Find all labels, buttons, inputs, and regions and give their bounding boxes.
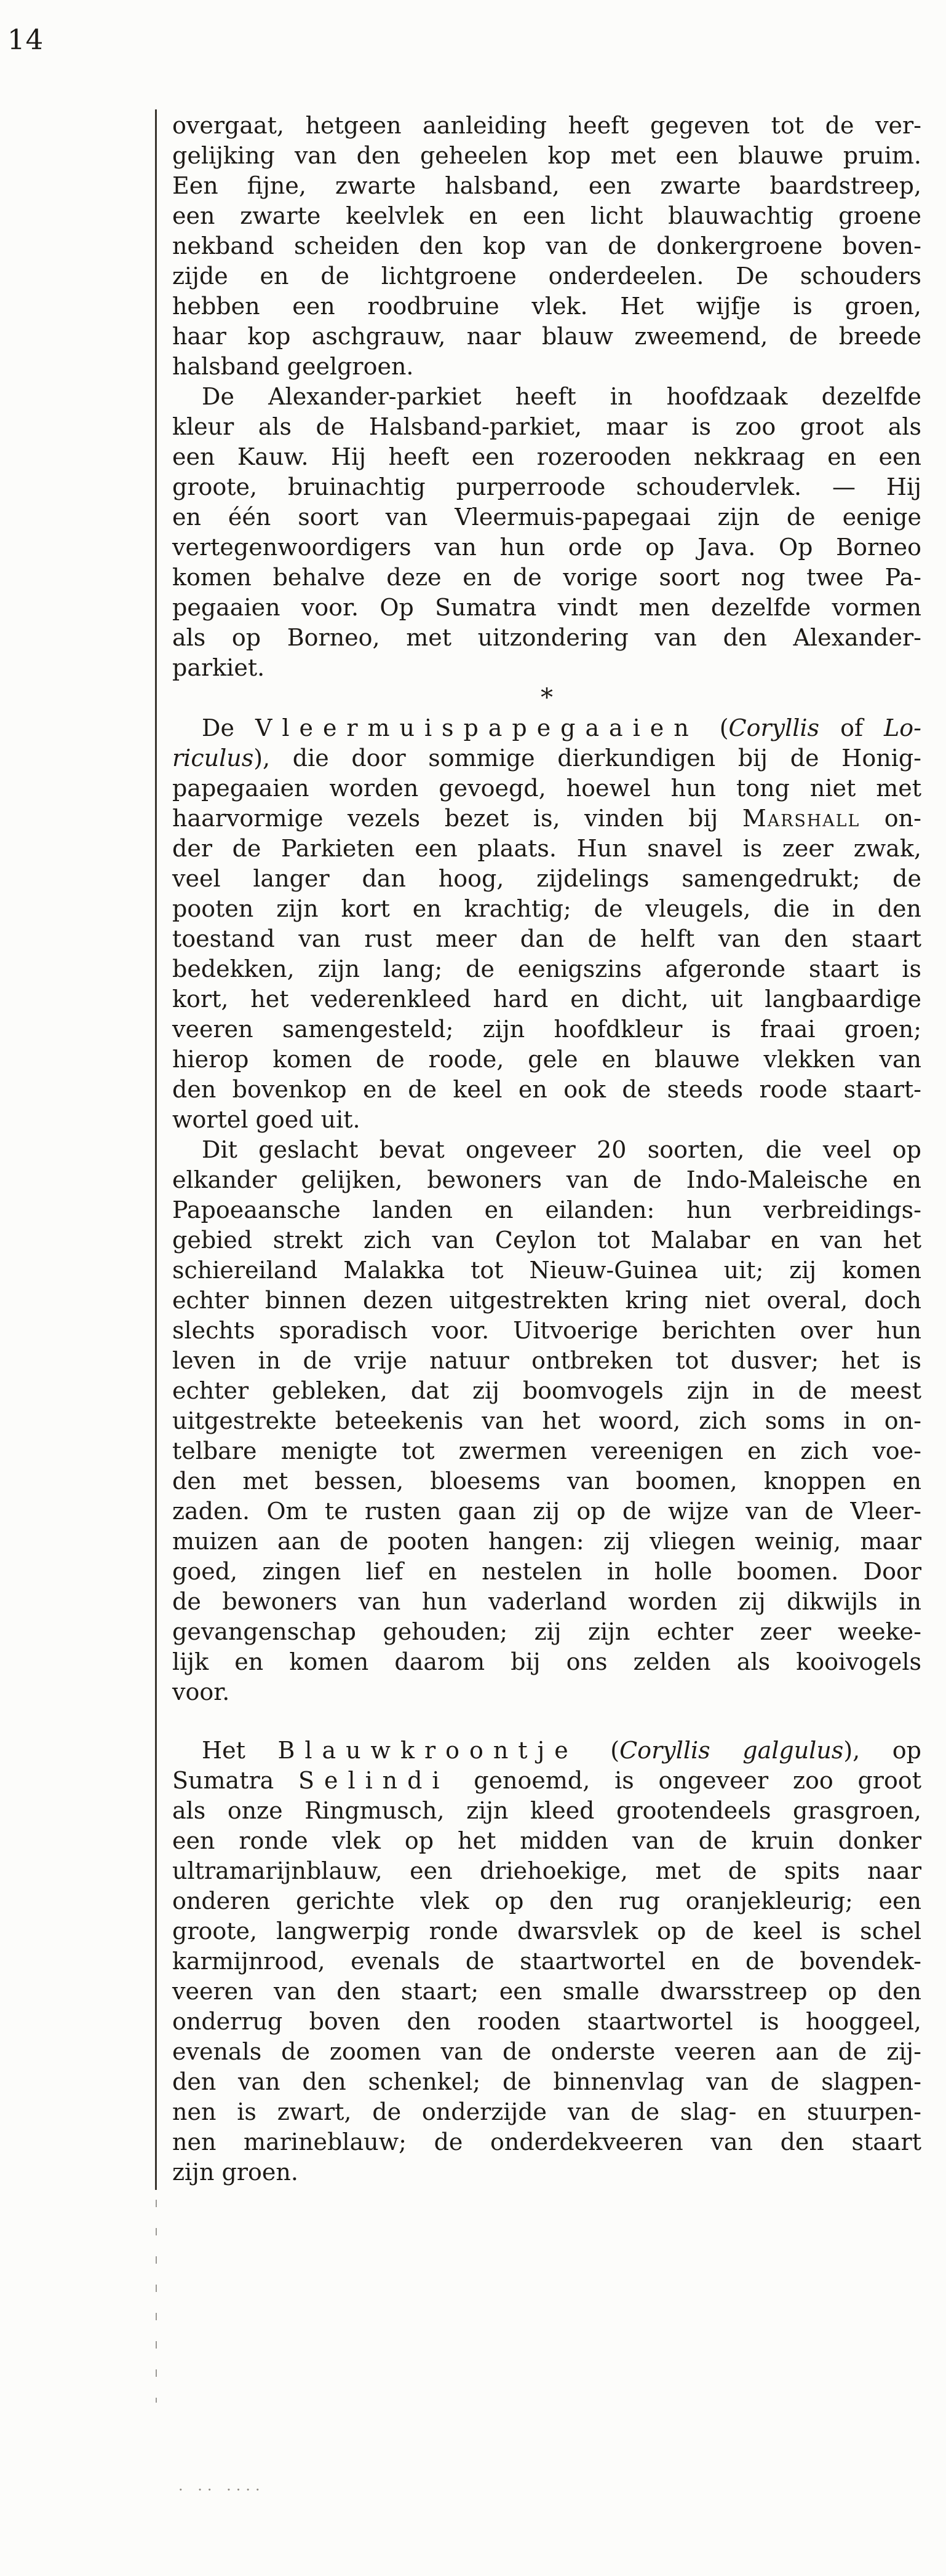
- text-line: nen is zwart, de onderzijde van de slag- en stuurpen-: [172, 2098, 921, 2125]
- section-separator: *: [541, 684, 553, 712]
- paragraph-spacer: [172, 1707, 921, 1736]
- text-line: als onze Ringmusch, zijn kleed grootendeels grasgroen,: [172, 1797, 921, 1824]
- text-segment: De: [202, 714, 255, 741]
- text-line: overgaat, hetgeen aanleiding heeft gegeven tot de ver-: [172, 112, 921, 139]
- text-line: schiereiland Malakka tot Nieuw-Guinea uit; zij komen: [172, 1257, 921, 1284]
- text-line: gevangenschap gehouden; zij zijn echter zeer weeke-: [172, 1618, 921, 1645]
- text-line: echter binnen dezen uitgestrekten kring niet overal, doch: [172, 1287, 921, 1314]
- text-line: zijn groen.: [172, 2159, 298, 2186]
- text-segment: Het: [202, 1737, 278, 1764]
- text-line: voor.: [172, 1678, 230, 1705]
- text-line: [172, 1766, 921, 1796]
- text-line: den met bessen, bloesems van boomen, knoppen en: [172, 1468, 921, 1495]
- text-line: der de Parkieten een plaats. Hun snavel is zeer zwak,: [172, 835, 921, 862]
- text-line: kort, het vederenkleed hard en dicht, uit langbaardige: [172, 986, 921, 1013]
- text-segment: (: [698, 714, 729, 741]
- latin-name-italic: Coryllis galgulus: [619, 1737, 844, 1764]
- text-line: [172, 804, 921, 834]
- text-line: groote, langwerpig ronde dwarsvlek op de keel is schel: [172, 1918, 921, 1945]
- scan-artifact-dots: · ·· ····: [178, 2481, 265, 2499]
- text-line: pooten zijn kort en krachtig; de vleugels, die in den: [172, 895, 921, 922]
- text-line: gebied strekt zich van Ceylon tot Malabar en van het: [172, 1227, 921, 1254]
- text-line: groote, bruinachtig purperroode schoudervlek. — Hij: [172, 473, 921, 500]
- text-line: den van den schenkel; de binnenvlag van de slagpen-: [172, 2068, 921, 2095]
- paragraph: [172, 111, 921, 382]
- text-line: [172, 1736, 921, 1766]
- text-line: evenals de zoomen van de onderste veeren aan de zij-: [172, 2038, 921, 2065]
- text-line: Een fijne, zwarte halsband, een zwarte baardstreep,: [172, 172, 921, 199]
- text-line: onderen gerichte vlek op den rug oranjekleurig; een: [172, 1887, 921, 1914]
- text-line: echter gebleken, dat zij boomvogels zijn in de meest: [172, 1377, 921, 1404]
- paragraph: [172, 382, 921, 683]
- text-line: en één soort van Vleermuis-papegaai zijn de eenige: [172, 504, 921, 531]
- text-line: halsband geelgroen.: [172, 353, 414, 380]
- text-line: zijde en de lichtgroene onderdeelen. De schouders: [172, 263, 921, 290]
- text-line: een ronde vlek op het midden van de kruin donker: [172, 1827, 921, 1854]
- text-line: veel langer dan hoog, zijdelings samengedrukt; de: [172, 865, 921, 892]
- text-line: Papoeaansche landen en eilanden: hun verbreidings-: [172, 1196, 921, 1223]
- author-name-smallcaps: Marshall: [742, 805, 861, 832]
- text-line: wortel goed uit.: [172, 1106, 360, 1133]
- text-line: gelijking van den geheelen kop met een blauwe pruim.: [172, 142, 921, 169]
- text-segment: ), die door sommige dierkundigen bij de Honig-: [253, 745, 921, 772]
- text-line: haar kop aschgrauw, naar blauw zweemend, de breede: [172, 323, 921, 350]
- text-line: [172, 743, 921, 773]
- text-line: karmijnrood, evenals de staartwortel en de bovendek-: [172, 1948, 921, 1975]
- spaced-emphasis: Vleermuispapegaaien: [255, 714, 699, 741]
- text-line: ultramarijnblauw, een driehoekige, met de spits naar: [172, 1857, 921, 1884]
- text-line: telbare menigte tot zwermen vereenigen en zich voe-: [172, 1437, 921, 1464]
- latin-name-italic: Lo-: [884, 714, 921, 741]
- text-segment: of: [819, 714, 884, 741]
- text-line: zaden. Om te rusten gaan zij op de wijze van de Vleer-: [172, 1498, 921, 1525]
- text-line: hebben een roodbruine vlek. Het wijfje is groen,: [172, 293, 921, 320]
- text-column: [172, 111, 921, 2187]
- text-line: De Alexander-parkiet heeft in hoofdzaak dezelfde: [202, 383, 921, 410]
- text-line: [172, 713, 921, 743]
- text-line: goed, zingen lief en nestelen in holle boomen. Door: [172, 1558, 921, 1585]
- column-rule: [155, 109, 157, 2190]
- text-segment: (: [578, 1737, 620, 1764]
- paragraph: [172, 713, 921, 1135]
- spaced-emphasis: Blauwkroontje: [277, 1737, 578, 1764]
- text-line: vertegenwoordigers van hun orde op Java. Op Borneo: [172, 534, 921, 561]
- text-line: slechts sporadisch voor. Uitvoerige berichten over hun: [172, 1317, 921, 1344]
- text-segment: haarvormige vezels bezet is, vinden bij: [172, 805, 742, 832]
- text-line: onderrug boven den rooden staartwortel is hooggeel,: [172, 2008, 921, 2035]
- text-line: veeren van den staart; een smalle dwarsstreep op den: [172, 1978, 921, 2005]
- text-line: uitgestrekte beteekenis van het woord, zich soms in on-: [172, 1407, 921, 1434]
- text-line: bedekken, zijn lang; de eenigszins afgeronde staart is: [172, 955, 921, 982]
- text-line: een zwarte keelvlek en een licht blauwachtig groene: [172, 202, 921, 229]
- text-line: als op Borneo, met uitzondering van den Alexander-: [172, 624, 921, 651]
- text-line: muizen aan de pooten hangen: zij vliegen weinig, maar: [172, 1528, 921, 1555]
- spaced-emphasis: Selindi: [298, 1767, 450, 1794]
- page-number: 14: [7, 23, 44, 56]
- text-line: komen behalve deze en de vorige soort nog twee Pa-: [172, 564, 921, 591]
- text-line: elkander gelijken, bewoners van de Indo-Maleische en: [172, 1166, 921, 1193]
- text-segment: on-: [860, 805, 921, 832]
- text-line: den bovenkop en de keel en ook de steeds roode staart-: [172, 1076, 921, 1103]
- latin-name-italic: riculus: [172, 745, 254, 772]
- paragraph: [172, 1736, 921, 2187]
- paragraph: [172, 1135, 921, 1707]
- text-line: pegaaien voor. Op Sumatra vindt men dezelfde vormen: [172, 594, 921, 621]
- column-rule-tail: [156, 2200, 157, 2403]
- text-segment: Sumatra: [172, 1767, 299, 1794]
- text-line: kleur als de Halsband-parkiet, maar is zoo groot als: [172, 413, 921, 440]
- text-line: lijk en komen daarom bij ons zelden als kooivogels: [172, 1648, 921, 1675]
- text-line: veeren samengesteld; zijn hoofdkleur is fraai groen;: [172, 1016, 921, 1043]
- text-line: leven in de vrije natuur ontbreken tot dusver; het is: [172, 1347, 921, 1374]
- text-line: Dit geslacht bevat ongeveer 20 soorten, die veel op: [202, 1136, 921, 1163]
- text-line: toestand van rust meer dan de helft van den staart: [172, 925, 921, 952]
- text-line: papegaaien worden gevoegd, hoewel hun tong niet met: [172, 775, 921, 802]
- text-segment: genoemd, is ongeveer zoo groot: [449, 1767, 921, 1794]
- text-line: nekband scheiden den kop van de donkergroene boven-: [172, 232, 921, 259]
- latin-name-italic: Coryllis: [728, 714, 820, 741]
- text-line: parkiet.: [172, 654, 265, 681]
- text-line: een Kauw. Hij heeft een rozerooden nekkraag en een: [172, 443, 921, 470]
- text-segment: ), op: [843, 1737, 922, 1764]
- text-line: de bewoners van hun vaderland worden zij dikwijls in: [172, 1588, 921, 1615]
- text-line: hierop komen de roode, gele en blauwe vlekken van: [172, 1046, 921, 1073]
- text-line: nen marineblauw; de onderdekveeren van den staart: [172, 2128, 921, 2155]
